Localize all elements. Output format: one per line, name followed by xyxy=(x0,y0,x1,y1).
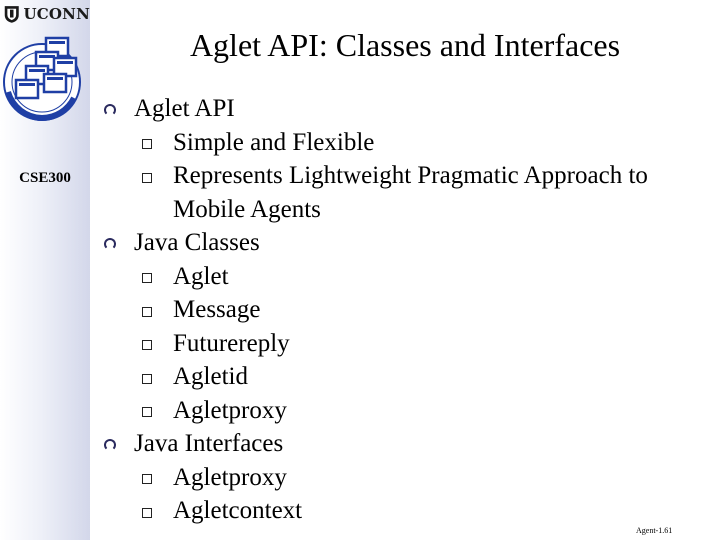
bullet-aglet-api xyxy=(95,92,715,126)
bullet-text: Java Interfaces xyxy=(134,430,284,457)
sub-bullet-text: Aglet xyxy=(173,262,229,290)
sub-bullet-text: Agletid xyxy=(173,363,248,390)
sub-bullet-text: Futurereply xyxy=(173,329,290,357)
square-bullet-icon xyxy=(139,159,155,193)
sub-bullet xyxy=(95,494,715,528)
square-bullet-icon xyxy=(139,461,155,495)
sub-bullet xyxy=(95,394,715,428)
circle-bullet-icon xyxy=(100,226,120,260)
course-label: CSE300 xyxy=(19,170,71,186)
sub-bullet-text: Agletcontext xyxy=(173,497,303,524)
bullet-text: Aglet API xyxy=(134,95,235,122)
bullet-text: Java Classes xyxy=(134,229,260,256)
sub-bullet xyxy=(95,327,715,361)
square-bullet-icon xyxy=(139,394,155,428)
uconn-logo xyxy=(0,0,90,28)
sub-bullet xyxy=(95,360,715,394)
square-bullet-icon xyxy=(139,494,155,528)
university-wordmark: UCONN xyxy=(23,5,90,23)
sub-bullet-text: Agletproxy xyxy=(173,396,287,424)
slide-title: Aglet API: Classes and Interfaces xyxy=(189,27,621,63)
sub-bullet-text: Simple and Flexible xyxy=(173,128,375,156)
university-seal-icon xyxy=(3,3,20,25)
square-bullet-icon xyxy=(139,260,155,294)
sub-bullet xyxy=(95,260,715,294)
sub-bullet-text: Mobile Agents xyxy=(173,195,321,223)
sub-bullet xyxy=(95,159,715,193)
square-bullet-icon xyxy=(139,327,155,361)
circle-bullet-icon xyxy=(100,92,120,126)
sub-bullet-text: Message xyxy=(173,296,261,323)
square-bullet-icon xyxy=(139,293,155,327)
sub-bullet xyxy=(95,126,715,160)
stacked-windows-emblem-icon xyxy=(2,30,88,130)
bullet-list xyxy=(95,92,715,528)
sub-bullet xyxy=(95,461,715,495)
slide-footer-label: Agent-1.61 xyxy=(636,526,673,535)
bullet-java-classes xyxy=(95,226,715,260)
sidebar xyxy=(0,0,90,540)
sub-bullet-continuation xyxy=(95,193,715,227)
sub-bullet xyxy=(95,293,715,327)
bullet-java-interfaces xyxy=(95,427,715,461)
sub-bullet-text: Agletproxy xyxy=(173,463,287,491)
circle-bullet-icon xyxy=(100,427,120,461)
square-bullet-icon xyxy=(139,126,155,160)
sub-bullet-text: Represents Lightweight Pragmatic Approach to xyxy=(173,162,648,189)
square-bullet-icon xyxy=(139,360,155,394)
